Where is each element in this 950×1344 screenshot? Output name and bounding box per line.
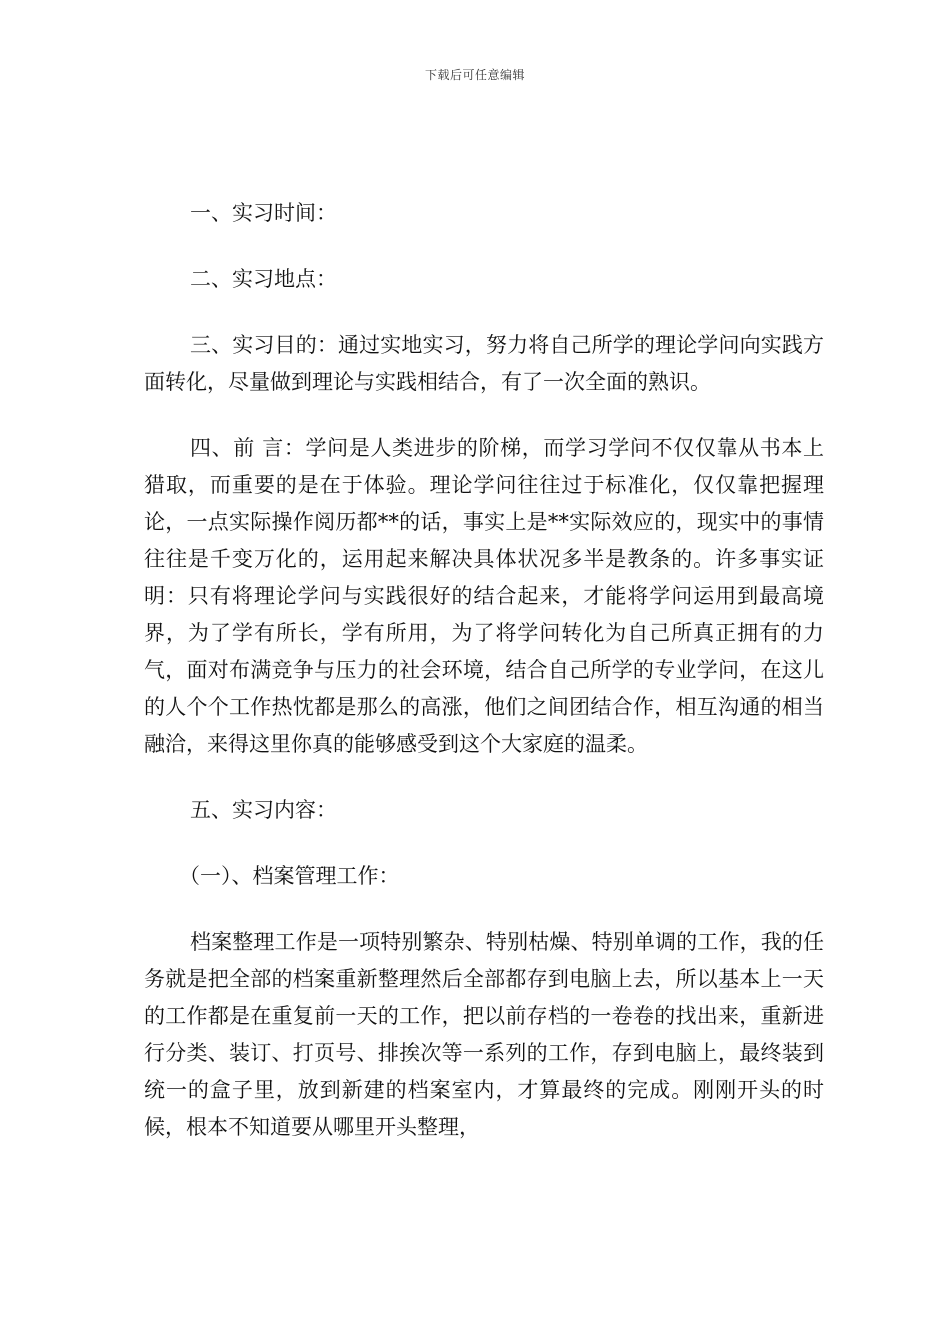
paragraph-internship-location: 二、实习地点： xyxy=(190,267,337,291)
page-header: 下载后可任意编辑 xyxy=(424,68,525,82)
paragraph-preface: 四、前 言：学问是人类进步的阶梯，而学习学问不仅仅靠从书本上猎取，而重要的是在于体验。理论学问往往过于标准化，仅仅靠把握理论，一点实际操作阅历都**的话，事实上是**实际效应的，现实中的事情往往是千变万化的，运用起来解决具体状况多半是教条的。许多事实证明：只有将理论学问与实践很好的结合起来，才能将学问运用到最高境界，为了学有所长，学有所用，为了将学问转化为自己所真正拥有的力气，面对布满竞争与压力的社会环境，结合自己所学的专业学问，在这儿的人个个工作热忱都是那么的高涨，他们之间团结合作，相互沟通的相当融洽，来得这里你真的能够感受到这个大家庭的温柔。 xyxy=(144,436,824,756)
paragraph-internship-purpose: 三、实习目的：通过实地实习，努力将自己所学的理论学问向实践方面转化，尽量做到理论与实践相结合，有了一次全面的熟识。 xyxy=(144,333,824,394)
document-body xyxy=(144,195,824,1175)
paragraph-internship-time: 一、实习时间： xyxy=(190,201,337,225)
paragraph-archive-work: 档案整理工作是一项特别繁杂、特别枯燥、特别单调的工作，我的任务就是把全部的档案重新整理然后全部都存到电脑上去，所以基本上一天的工作都是在重复前一天的工作，把以前存档的一卷卷的找出来，重新进行分类、装订、打页号、排挨次等一系列的工作，存到电脑上，最终装到统一的盒子里，放到新建的档案室内，才算最终的完成。刚刚开头的时候，根本不知道要从哪里开头整理， xyxy=(144,930,824,1139)
subheading-archive-management: （一）、档案管理工作： xyxy=(179,864,400,888)
paragraph-internship-content-heading: 五、实习内容： xyxy=(190,798,337,822)
